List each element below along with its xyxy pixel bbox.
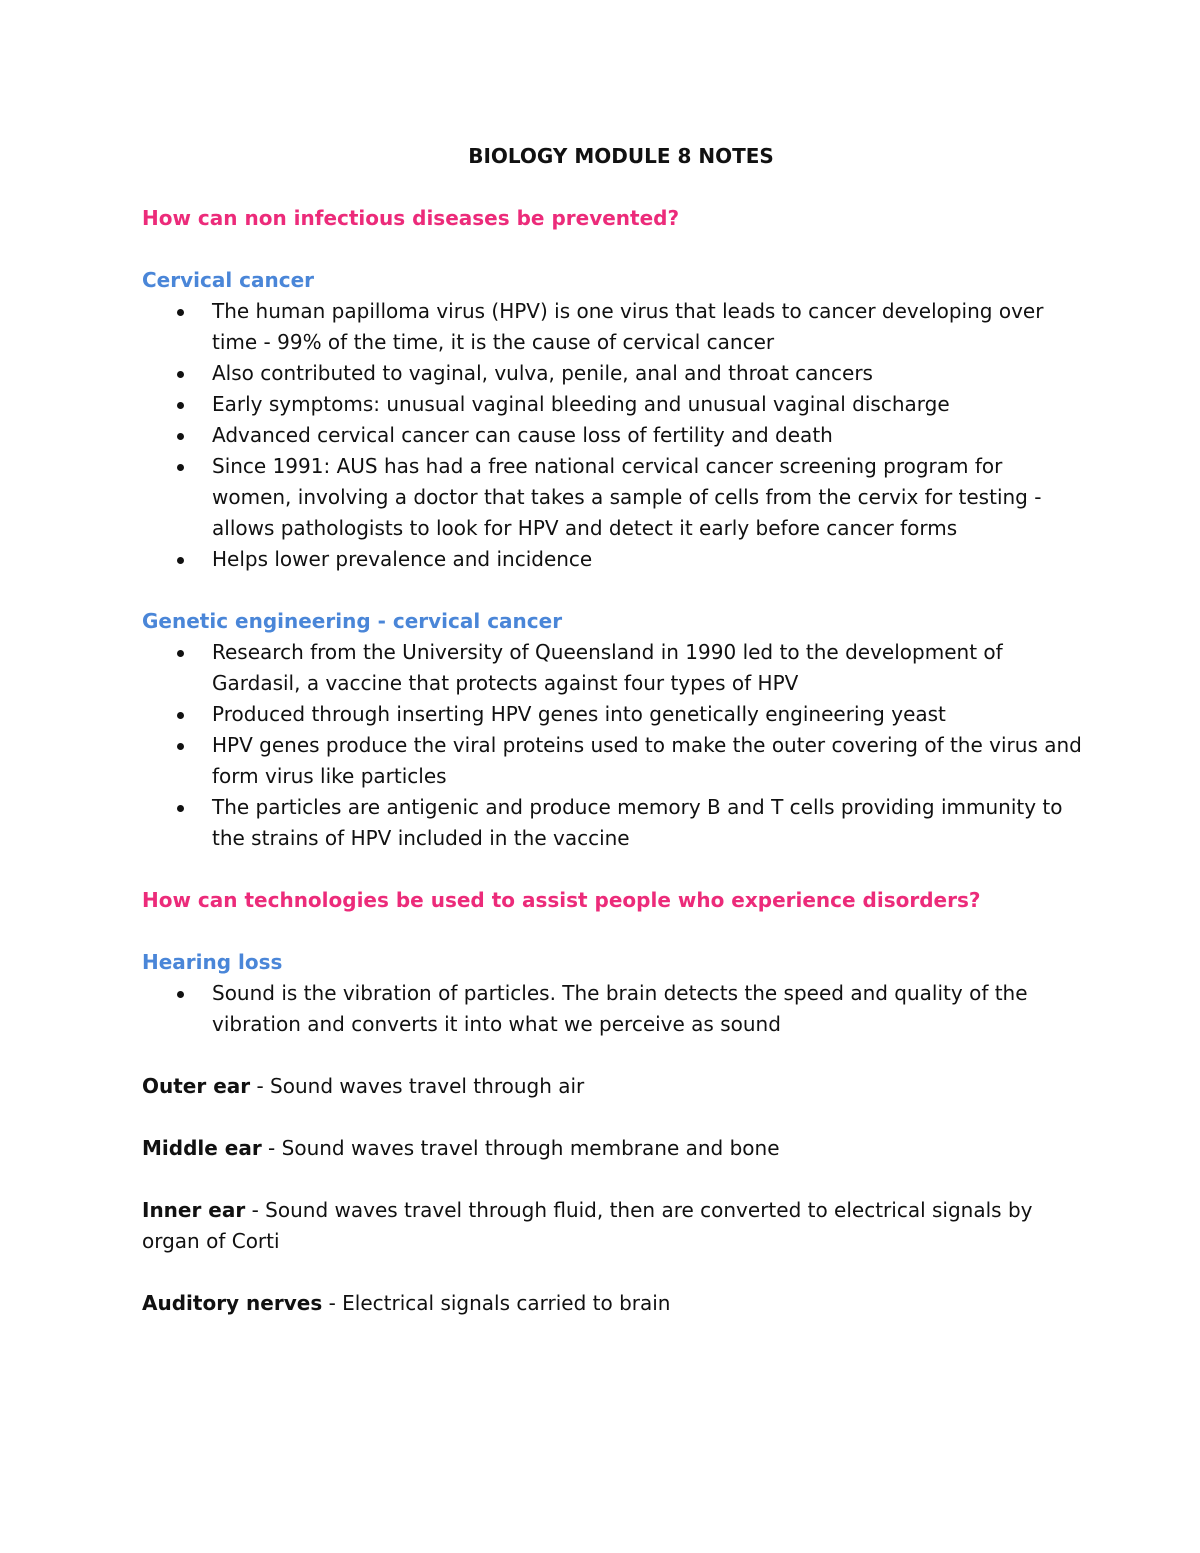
list-item-text: Produced through inserting HPV genes into genetically engineering yeast <box>212 702 946 726</box>
list-item-text: Since 1991: AUS has had a free national cervical cancer screening program for women, involving a doctor that takes a sample of cells from the cervix for testing - allows pathologists to look for HPV and detect it early before cancer forms <box>212 454 1042 540</box>
list-item-text: The human papilloma virus (HPV) is one virus that leads to cancer developing over time - 99% of the time, it is the cause of cervical cancer <box>212 299 1044 354</box>
list-item <box>142 544 1082 575</box>
ear-part-description: - Sound waves travel through fluid, then are converted to electrical signals by organ of Corti <box>142 1198 1033 1253</box>
list-item <box>142 978 1082 1040</box>
list-item <box>142 296 1082 358</box>
ear-part-term: Inner ear <box>142 1198 246 1222</box>
ear-part-middle <box>142 1133 1082 1164</box>
ear-part-description: - Sound waves travel through air <box>250 1074 585 1098</box>
bullet-icon <box>177 991 184 998</box>
genetic-engineering-list <box>142 637 1082 854</box>
list-item-text: Sound is the vibration of particles. The brain detects the speed and quality of the vibration and converts it into what we perceive as sound <box>212 981 1028 1036</box>
ear-part-outer <box>142 1071 1082 1102</box>
list-item-text: Research from the University of Queensland in 1990 led to the development of Gardasil, a vaccine that protects against four types of HPV <box>212 640 1003 695</box>
list-item-text: HPV genes produce the viral proteins used to make the outer covering of the virus and form virus like particles <box>212 733 1082 788</box>
list-item-text: Helps lower prevalence and incidence <box>212 547 593 571</box>
list-item <box>142 420 1082 451</box>
bullet-icon <box>177 743 184 750</box>
section-heading-genetic-engineering: Genetic engineering - cervical cancer <box>142 609 563 633</box>
bullet-icon <box>177 402 184 409</box>
ear-part-term: Outer ear <box>142 1074 251 1098</box>
list-item <box>142 451 1082 544</box>
bullet-icon <box>177 371 184 378</box>
question-heading-1: How can non infectious diseases be prevented? <box>142 206 680 230</box>
bullet-icon <box>177 557 184 564</box>
cervical-cancer-list <box>142 296 1082 575</box>
ear-part-description: - Electrical signals carried to brain <box>322 1291 671 1315</box>
list-item <box>142 389 1082 420</box>
bullet-icon <box>177 650 184 657</box>
bullet-icon <box>177 464 184 471</box>
bullet-icon <box>177 805 184 812</box>
document-page <box>142 141 1082 1350</box>
ear-part-description: - Sound waves travel through membrane and bone <box>261 1136 780 1160</box>
list-item <box>142 699 1082 730</box>
hearing-loss-list <box>142 978 1082 1040</box>
ear-part-auditory-nerves <box>142 1288 1082 1319</box>
list-item <box>142 637 1082 699</box>
section-heading-cervical-cancer: Cervical cancer <box>142 268 315 292</box>
list-item-text: The particles are antigenic and produce memory B and T cells providing immunity to the strains of HPV included in the vaccine <box>212 795 1063 850</box>
ear-part-term: Auditory nerves <box>142 1291 323 1315</box>
bullet-icon <box>177 433 184 440</box>
question-heading-2: How can technologies be used to assist people who experience disorders? <box>142 888 981 912</box>
list-item-text: Early symptoms: unusual vaginal bleeding and unusual vaginal discharge <box>212 392 950 416</box>
list-item <box>142 792 1082 854</box>
list-item <box>142 730 1082 792</box>
document-title: BIOLOGY MODULE 8 NOTES <box>468 144 774 168</box>
ear-part-inner <box>142 1195 1082 1257</box>
list-item-text: Advanced cervical cancer can cause loss of fertility and death <box>212 423 833 447</box>
bullet-icon <box>177 712 184 719</box>
list-item-text: Also contributed to vaginal, vulva, penile, anal and throat cancers <box>212 361 873 385</box>
section-heading-hearing-loss: Hearing loss <box>142 950 283 974</box>
ear-part-term: Middle ear <box>142 1136 262 1160</box>
list-item <box>142 358 1082 389</box>
bullet-icon <box>177 309 184 316</box>
